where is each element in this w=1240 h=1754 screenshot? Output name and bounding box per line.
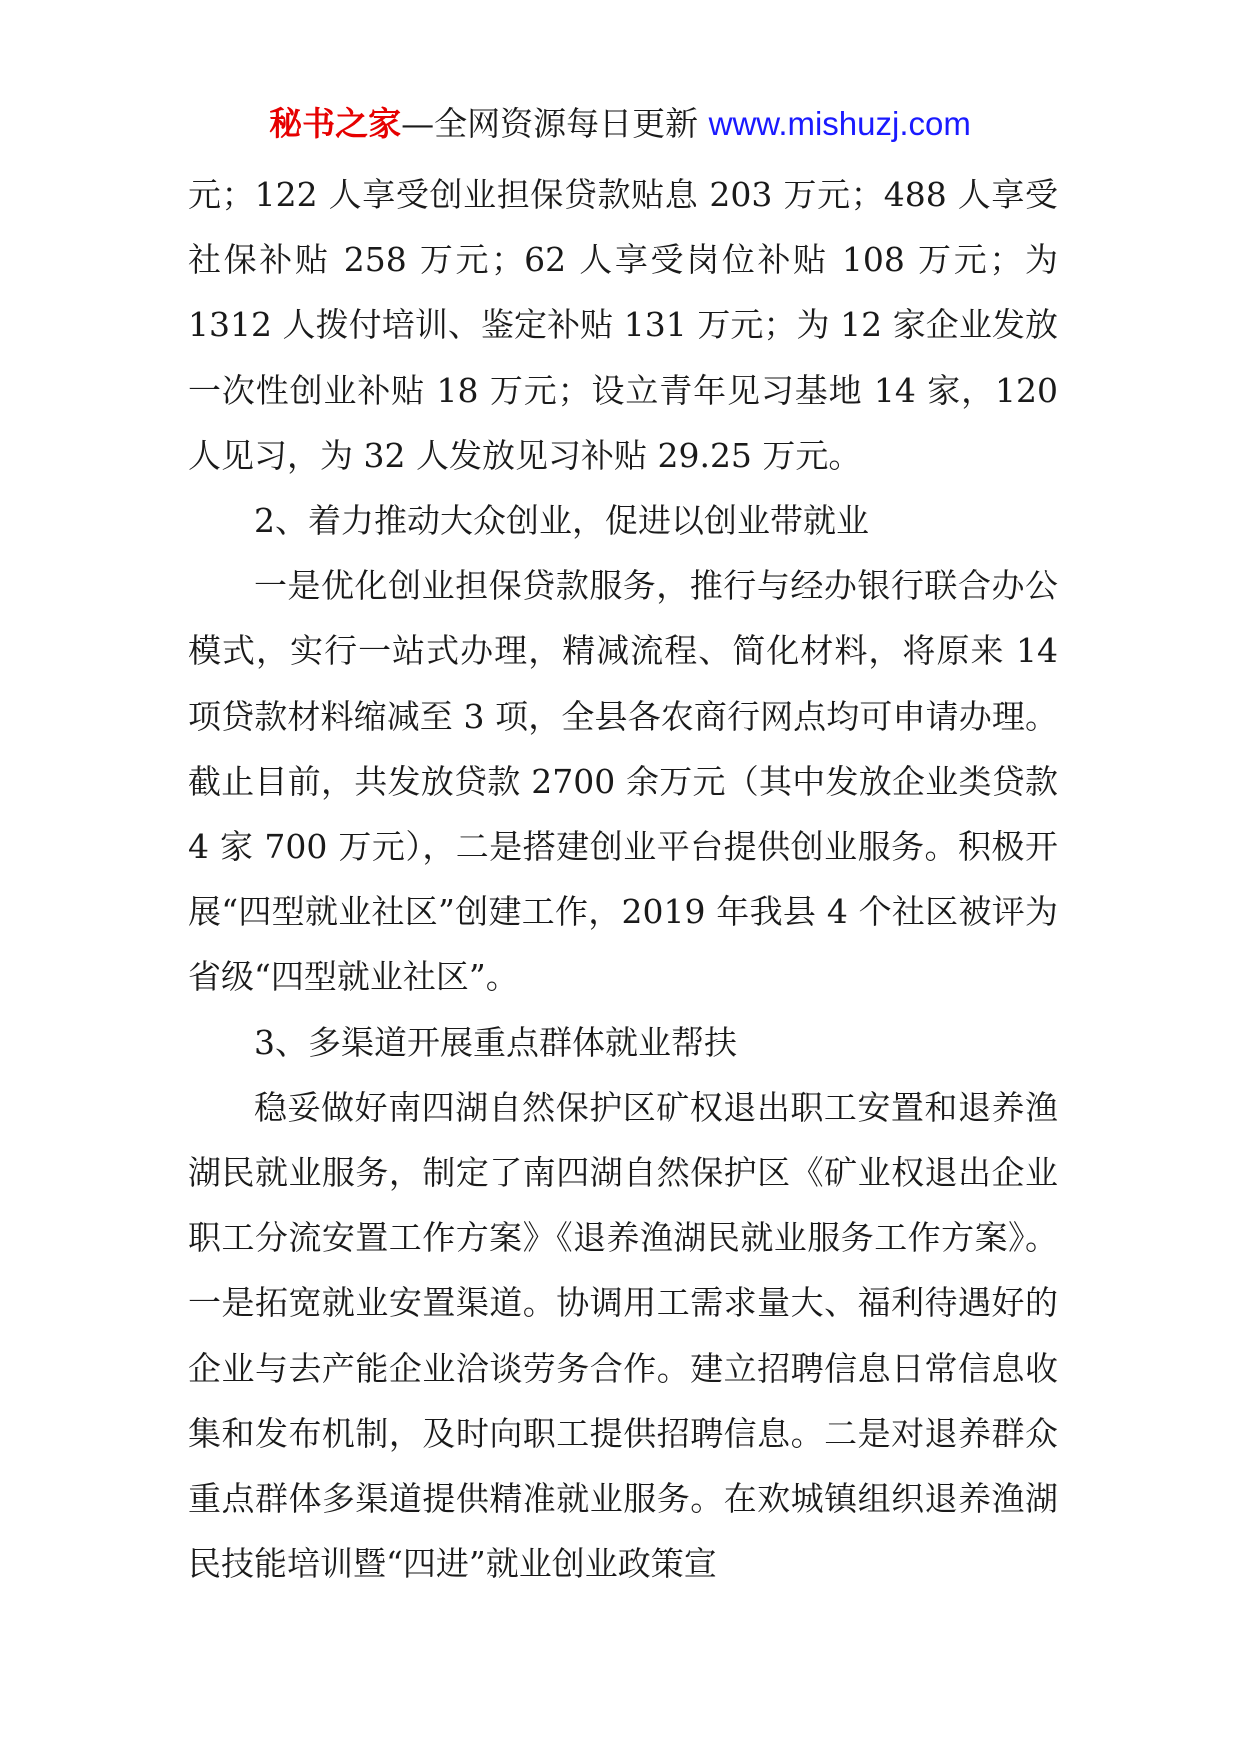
website-link[interactable]: www.mishuzj.com xyxy=(708,105,971,142)
page-header xyxy=(0,100,1240,148)
section-heading-2: 2、着力推动大众创业，促进以创业带就业 xyxy=(254,501,869,541)
section-heading-3: 3、多渠道开展重点群体就业帮扶 xyxy=(254,1022,737,1062)
document-body xyxy=(188,162,1058,1596)
paragraph-continuation: 元；122 人享受创业担保贷款贴息 203 万元；488 人享受社保补贴 258 万元；62 人享受岗位补贴 108 万元；为 1312 人拨付培训、鉴定补贴 131 万元；为 12 家企业发放一次性创业补贴 18 万元；设立青年见习基地 14 家，120 人见习，为 32 人发放见习补贴 29.25 万元。 xyxy=(188,175,1058,475)
header-tagline: —全网资源每日更新 xyxy=(401,104,699,143)
brand-name: 秘书之家 xyxy=(269,104,402,143)
paragraph-key-groups: 稳妥做好南四湖自然保护区矿权退出职工安置和退养渔湖民就业服务，制定了南四湖自然保护区《矿业权退出企业职工分流安置工作方案》《退养渔湖民就业服务工作方案》。一是拓宽就业安置渠道。协调用工需求量大、福利待遇好的企业与去产能企业洽谈劳务合作。建立招聘信息日常信息收集和发布机制，及时向职工提供招聘信息。二是对退养群众重点群体多渠道提供精准就业服务。在欢城镇组织退养渔湖民技能培训暨“四进”就业创业政策宣 xyxy=(188,1087,1058,1584)
paragraph-entrepreneurship: 一是优化创业担保贷款服务，推行与经办银行联合办公模式，实行一站式办理，精减流程、简化材料，将原来 14 项贷款材料缩减至 3 项，全县各农商行网点均可申请办理。截止目前，共发放贷款 2700 余万元（其中发放企业类贷款 4 家 700 万元），二是搭建创业平台提供创业服务。积极开展“四型就业社区”创建工作，2019 年我县 4 个社区被评为省级“四型就业社区”。 xyxy=(188,566,1058,997)
